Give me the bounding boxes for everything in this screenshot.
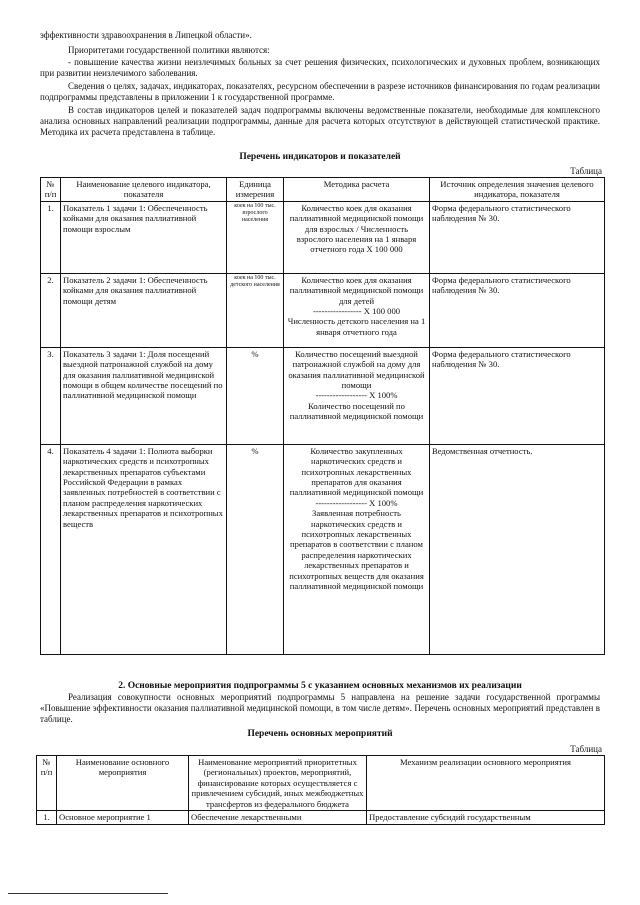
row-source: Форма федерального статистического наблюдения № 30. bbox=[430, 201, 605, 273]
composition-paragraph: В состав индикаторов целей и показателей задач подпрограммы включены ведомственные показатели, необходимые для комплексного анализа основных направлений реализации подпрограммы, данные для расчета которых отсутствуют в действующей статистической практике. Методика их расчета представлена в таблице. bbox=[40, 105, 600, 137]
row-unit: % bbox=[227, 347, 284, 444]
row-name: Показатель 3 задачи 1: Доля посещений выездной патронажной службой на дому для оказания паллиативной медицинской помощи в общем количестве посещений по паллиативной медицинской помощи bbox=[61, 347, 227, 444]
method-fraction-line: ------------------ X 100% bbox=[315, 390, 398, 401]
method-numerator: Количество коек для оказания паллиативной медицинской помощи для детей bbox=[289, 274, 424, 306]
row-num: 3. bbox=[41, 347, 61, 444]
row-source: Форма федерального статистического наблюдения № 30. bbox=[430, 273, 605, 347]
table-header-row bbox=[37, 756, 605, 811]
row-mechanism: Предоставление субсидий государственным bbox=[367, 811, 605, 825]
row-source: Ведомственная отчетность. bbox=[430, 444, 605, 654]
table1-caption: Таблица bbox=[570, 166, 602, 176]
row-num: 1. bbox=[41, 201, 61, 273]
header-name: Наименование целевого индикатора, показателя bbox=[61, 178, 227, 202]
section2-paragraph: Реализация совокупности основных мероприятий подпрограммы 5 направлена на решение задачи государственной программы «Повышение эффективности оказания паллиативной медицинской помощи, в том числе детям». Перечень основных мероприятий представлен в таблице. bbox=[40, 692, 600, 724]
row-project: Обеспечение лекарственными bbox=[189, 811, 367, 825]
method-denominator: Количество посещений по паллиативной медицинской помощи bbox=[289, 400, 424, 422]
row-unit: коек на 100 тыс. взрослого населения bbox=[227, 201, 284, 273]
row-method bbox=[284, 444, 430, 654]
indicators-table bbox=[40, 177, 605, 655]
header-projects: Наименование мероприятий приоритетных (региональных) проектов, мероприятий, финансирование которых осуществляется с привлечением субсидий, иных межбюджетных трансфертов из федерального бюджета bbox=[189, 756, 367, 811]
priorities-text: - повышение качества жизни неизлечимых больных за счет решения физических, психологических и духовных проблем, возникающих при развитии неизлечимого заболевания. bbox=[40, 57, 600, 78]
method-numerator: Количество посещений выездной патронажной службой на дому для оказания паллиативной медицинской помощи bbox=[288, 348, 425, 391]
row-name: Показатель 4 задачи 1: Полнота выборки наркотических средств и психотропных лекарственных препаратов субъектами Российской Федерации в рамках заявленных потребностей в соответствии с планом распределения наркотических лекарственных препаратов и психотропных веществ bbox=[61, 444, 227, 654]
intro-line: эффективности здравоохранения в Липецкой области». bbox=[40, 30, 252, 40]
footer-divider bbox=[8, 893, 168, 894]
header-num: № п/п bbox=[41, 178, 61, 202]
table2-title: Перечень основных мероприятий bbox=[247, 729, 393, 739]
row-num: 4. bbox=[41, 444, 61, 654]
row-activity-name: Основное мероприятие 1 bbox=[57, 811, 189, 825]
info-paragraph: Сведения о целях, задачах, индикаторах, показателях, ресурсном обеспечении в разрезе источников финансирования по годам реализации подпрограммы представлены в приложении 1 к государственной программе. bbox=[40, 81, 600, 102]
row-unit: % bbox=[227, 444, 284, 654]
table-row bbox=[41, 201, 605, 273]
method-denominator: Заявленная потребность наркотических средств и психотропных лекарственных препаратов в соответствии с планом распределения наркотических лекарственных препаратов и психотропных веществ для оказания паллиативной медицинской помощи bbox=[289, 508, 424, 592]
header-unit: Единица измерения bbox=[227, 178, 284, 202]
table-row bbox=[41, 444, 605, 654]
row-method: Количество коек для оказания паллиативной медицинской помощи для взрослых / Численность взрослого населения на 1 января отчетного года X 100 000 bbox=[284, 201, 430, 273]
table2-caption: Таблица bbox=[570, 744, 602, 754]
priorities-title: Приоритетами государственной политики являются: bbox=[68, 45, 270, 55]
method-fraction-line: ----------------- X 100 000 bbox=[312, 306, 401, 317]
row-method bbox=[284, 273, 430, 347]
method-fraction-line: ------------------ X 100% bbox=[315, 497, 398, 508]
header-num: № п/п bbox=[37, 756, 57, 811]
row-num: 2. bbox=[41, 273, 61, 347]
method-denominator: Численность детского населения на 1 января отчетного года bbox=[287, 316, 426, 337]
table-row bbox=[37, 811, 605, 825]
row-num: 1. bbox=[37, 811, 57, 825]
table-row bbox=[41, 347, 605, 444]
row-source: Форма федерального статистического наблюдения № 30. bbox=[430, 347, 605, 444]
row-unit: коек на 100 тыс. детского населения bbox=[227, 273, 284, 347]
row-method bbox=[284, 347, 430, 444]
header-source: Источник определения значения целевого индикатора, показателя bbox=[430, 178, 605, 202]
section2-title: 2. Основные мероприятия подпрограммы 5 с указанием основных механизмов их реализации bbox=[118, 681, 522, 691]
header-mechanism: Механизм реализации основного мероприятия bbox=[367, 756, 605, 811]
table-row bbox=[41, 273, 605, 347]
method-numerator: Количество закупленных наркотических средств и психотропных лекарственных препаратов для оказания паллиативной медицинской помощи bbox=[289, 445, 424, 498]
activities-table bbox=[36, 755, 605, 825]
row-name: Показатель 1 задачи 1: Обеспеченность койками для оказания паллиативной помощи взрослым bbox=[61, 201, 227, 273]
header-method: Методика расчета bbox=[284, 178, 430, 202]
row-name: Показатель 2 задачи 1: Обеспеченность койками для оказания паллиативной помощи детям bbox=[61, 273, 227, 347]
table-header-row bbox=[41, 178, 605, 202]
table1-title: Перечень индикаторов и показателей bbox=[239, 152, 401, 162]
header-activity-name: Наименование основного мероприятия bbox=[57, 756, 189, 811]
